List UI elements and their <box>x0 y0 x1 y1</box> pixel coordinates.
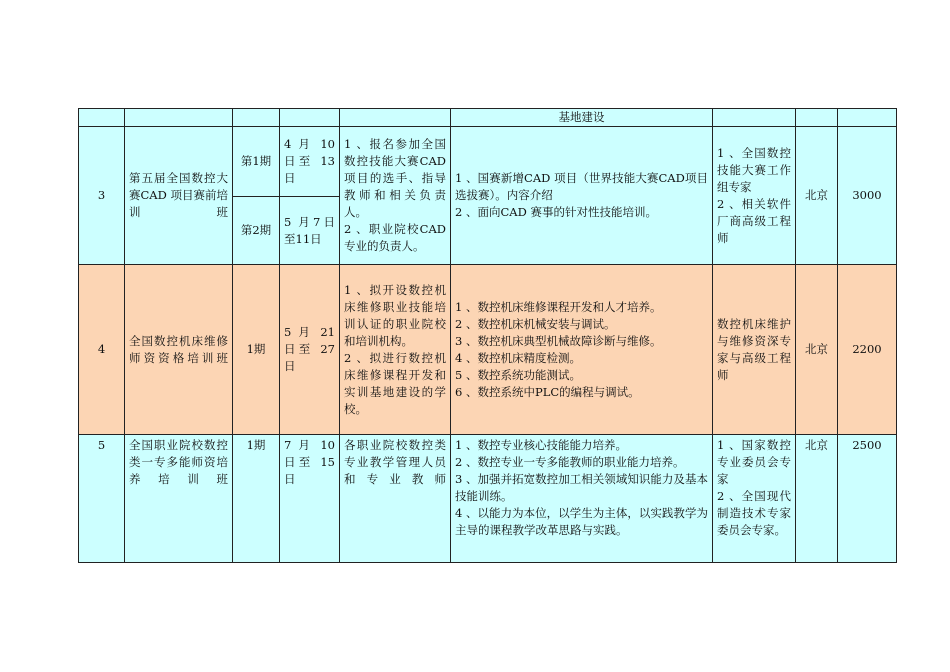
target-item: 1 、报名参加全国数控技能大赛CAD 项目的选手、指导教师和相关负责人。 <box>344 137 446 219</box>
teacher-item: 数控机床维护与维修资深专家与高级工程师 <box>717 316 791 382</box>
training-table <box>78 108 897 563</box>
session-period: 1期 <box>233 265 280 435</box>
session-date: 5 月7日至11日 <box>280 197 340 265</box>
target-audience <box>340 265 451 435</box>
content-item: 5 、数控系统功能测试。 <box>455 367 581 382</box>
target-item: 2 、拟进行数控机床维修课程开发和实训基地建设的学校。 <box>344 350 446 416</box>
table-row <box>79 435 897 563</box>
fee: 2200 <box>838 265 897 435</box>
session-period: 1期 <box>233 435 280 563</box>
target-item: 各职业院校数控类专业教学管理人员和专业教师 <box>344 438 446 486</box>
header-row <box>79 109 897 127</box>
location: 北京 <box>796 127 838 265</box>
course-name: 全国数控机床维修师资资格培训班 <box>125 265 233 435</box>
row-number: 5 <box>79 435 125 563</box>
fee: 2500 <box>838 435 897 563</box>
session-period: 第2期 <box>233 197 280 265</box>
target-audience <box>340 435 451 563</box>
content-item: 2 、数控机床机械安装与调试。 <box>455 316 616 331</box>
session-date: 5 月 21 日至 27 日 <box>280 265 340 435</box>
teacher-item: 1 、全国数控技能大赛工作组专家 <box>717 145 791 194</box>
teachers <box>713 435 796 563</box>
course-content <box>451 265 713 435</box>
course-name: 全国职业院校数控类一专多能师资培养培训班 <box>125 435 233 563</box>
teacher-item: 2 、相关软件厂商高级工程师 <box>717 196 791 245</box>
content-item: 1 、国赛新增CAD 项目（世界技能大赛CAD项目选拔赛）。内容介绍 <box>455 171 708 202</box>
content-item: 6 、数控系统中PLC的编程与调试。 <box>455 384 640 399</box>
teacher-item: 1 、国家数控专业委员会专家 <box>717 438 791 486</box>
content-item: 2 、面向CAD 赛事的针对性技能培训。 <box>455 205 657 219</box>
content-item: 4 、以能力为本位，以学生为主体，以实践教学为主导的课程教学改革思路与实践。 <box>455 506 708 537</box>
content-item: 3 、加强并拓宽数控加工相关领域知识能力及基本技能训练。 <box>455 472 708 503</box>
teachers <box>713 127 796 265</box>
header-title: 基地建设 <box>451 109 713 127</box>
row-number: 3 <box>79 127 125 265</box>
table-row <box>79 127 897 197</box>
content-item: 1 、数控专业核心技能能力培养。 <box>455 438 627 452</box>
target-item: 1 、拟开设数控机床维修职业技能培训认证的职业院校和培训机构。 <box>344 282 446 348</box>
teachers <box>713 265 796 435</box>
content-item: 4 、数控机床精度检测。 <box>455 350 581 365</box>
content-item: 2 、数控专业一专多能教师的职业能力培养。 <box>455 455 685 469</box>
teacher-item: 2 、全国现代制造技术专家委员会专家。 <box>717 489 791 537</box>
course-content <box>451 435 713 563</box>
session-date: 7 月 10 日至 15 日 <box>280 435 340 563</box>
row-number: 4 <box>79 265 125 435</box>
fee: 3000 <box>838 127 897 265</box>
session-date: 4 月 10 日至 13 日 <box>280 127 340 197</box>
target-audience <box>340 127 451 265</box>
content-item: 1 、数控机床维修课程开发和人才培养。 <box>455 299 662 314</box>
course-content <box>451 127 713 265</box>
table-row <box>79 265 897 435</box>
course-name: 第五届全国数控大赛CAD 项目赛前培训班 <box>125 127 233 265</box>
content-item: 3 、数控机床典型机械故障诊断与维修。 <box>455 333 662 348</box>
session-period: 第1期 <box>233 127 280 197</box>
target-item: 2 、职业院校CAD 专业的负责人。 <box>344 222 446 253</box>
location: 北京 <box>796 435 838 563</box>
location: 北京 <box>796 265 838 435</box>
